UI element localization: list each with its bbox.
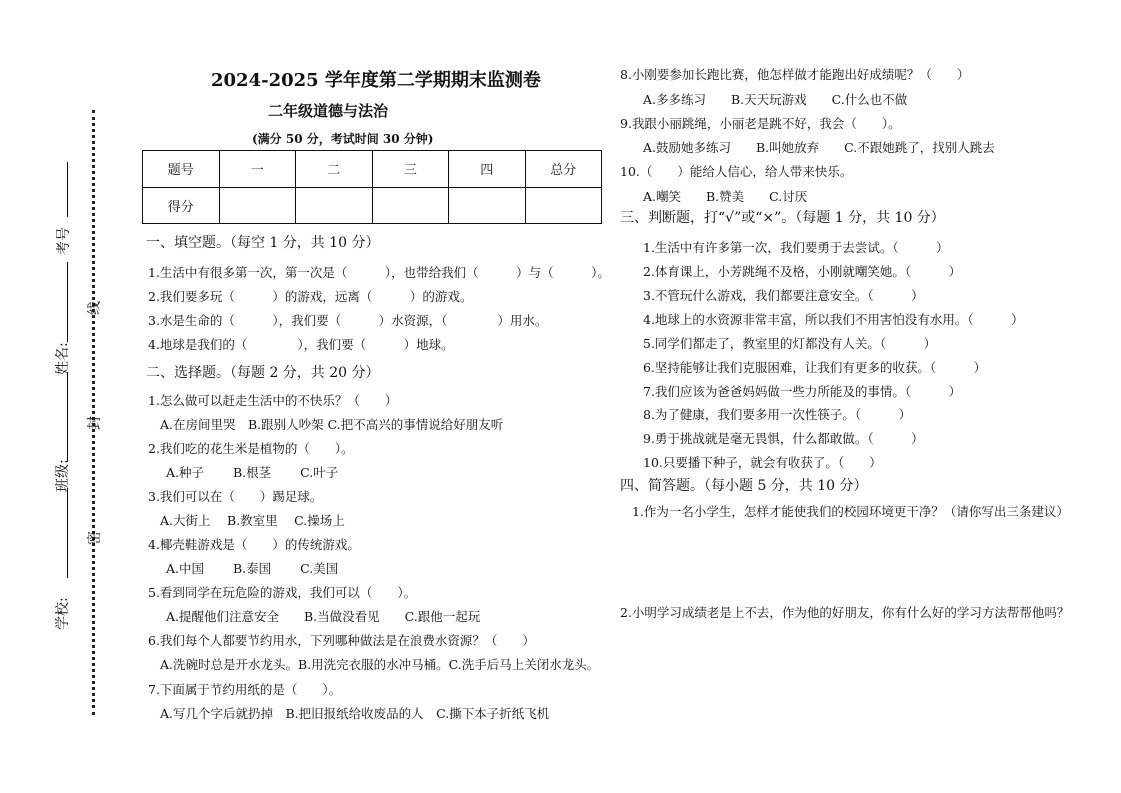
choice-options: A.大街上 B.教室里 C.操场上	[160, 513, 345, 528]
exam-no-fill-line	[67, 262, 68, 342]
section3-heading: 三、判断题，打“√”或“×”。（每题 1 分，共 10 分）	[620, 210, 945, 226]
choice-options: A.提醒他们注意安全 B.当做没看见 C.跟他一起玩	[166, 609, 481, 624]
judge-question: 2.体育课上，小芳跳绳不及格，小刚就嘲笑她。（ ）	[643, 264, 962, 279]
choice-question: 1.怎么做可以赶走生活中的不快乐？（ ）	[148, 393, 398, 408]
fill-question: 1.生活中有很多第一次，第一次是（ ），也带给我们（ ）与（ ）。	[148, 265, 610, 280]
score-header-cell: 总分	[525, 151, 602, 188]
score-header-cell: 题号	[143, 151, 220, 188]
class-label: 班级:	[55, 459, 71, 492]
score-table-row	[143, 187, 602, 224]
choice-options: A.嘲笑 B.赞美 C.讨厌	[643, 189, 808, 204]
choice-question: 4.椰壳鞋游戏是（ ）的传统游戏。	[148, 537, 360, 552]
judge-question: 4.地球上的水资源非常丰富，所以我们不用害怕没有水用。（ ）	[643, 312, 1024, 327]
judge-question: 3.不管玩什么游戏，我们都要注意安全。（ ）	[643, 288, 924, 303]
exam-title: 2024-2025 学年度第二学期期末监测卷	[211, 70, 541, 91]
choice-question: 7.下面属于节约用纸的是（ ）。	[148, 682, 342, 697]
exam-note: (满分 50 分，考试时间 30 分钟)	[252, 132, 434, 146]
name-fill-line	[67, 372, 68, 462]
choice-options: A.鼓励她多练习 B.叫她放弃 C.不跟她跳了，找别人跳去	[643, 140, 995, 155]
seal-mi: 密	[87, 531, 103, 545]
choice-options: A.在房间里哭 B.跟别人吵架 C.把不高兴的事情说给好朋友听	[160, 417, 504, 432]
choice-options: A.写几个字后就扔掉 B.把旧报纸给收废品的人 C.撕下本子折纸飞机	[160, 706, 550, 721]
score-table	[142, 150, 602, 224]
score-cell[interactable]	[525, 187, 602, 224]
choice-options: A.中国 B.泰国 C.美国	[166, 561, 339, 576]
judge-question: 10.只要播下种子，就会有收获了。（ ）	[643, 455, 882, 470]
judge-question: 6.坚持能够让我们克服困难，让我们有更多的收获。（ ）	[643, 360, 987, 375]
section4-heading: 四、简答题。（每小题 5 分，共 10 分）	[620, 478, 868, 494]
school-label: 学校:	[55, 597, 71, 630]
judge-question: 9.勇于挑战就是毫无畏惧，什么都敢做。（ ）	[643, 431, 924, 446]
choice-question: 5.看到同学在玩危险的游戏，我们可以（ ）。	[148, 585, 417, 600]
judge-question: 8.为了健康，我们要多用一次性筷子。（ ）	[643, 407, 912, 422]
judge-question: 1.生活中有许多第一次，我们要勇于去尝试。（ ）	[643, 240, 949, 255]
score-cell[interactable]	[449, 187, 526, 224]
exam-subject: 二年级道德与法治	[268, 102, 389, 120]
score-table-header-row	[143, 151, 602, 188]
score-header-cell: 三	[372, 151, 449, 188]
section1-heading: 一、填空题。（每空 1 分，共 10 分）	[146, 235, 380, 251]
choice-question: 8.小刚要参加长跑比赛，他怎样做才能跑出好成绩呢？（ ）	[620, 67, 970, 82]
score-header-cell: 四	[449, 151, 526, 188]
short-answer-question: 2.小明学习成绩老是上不去，作为他的好朋友，你有什么好的学习方法帮帮他吗？	[620, 605, 1070, 620]
seal-xian: 线	[87, 301, 103, 315]
exam-no-label: 考号	[56, 227, 72, 255]
score-cell[interactable]	[219, 187, 296, 224]
score-cell[interactable]	[372, 187, 449, 224]
score-row-label: 得分	[143, 187, 220, 224]
fill-question: 2.我们要多玩（ ）的游戏，远离（ ）的游戏。	[148, 289, 473, 304]
choice-question: 10.（ ）能给人信心，给人带来快乐。	[620, 164, 853, 179]
judge-question: 5.同学们都走了，教室里的灯都没有人关。（ ）	[643, 336, 937, 351]
choice-options: A.洗碗时总是开水龙头。B.用洗完衣服的水冲马桶。C.洗手后马上关闭水龙头。	[160, 657, 600, 672]
section2-heading: 二、选择题。（每题 2 分，共 20 分）	[146, 365, 380, 381]
choice-question: 6.我们每个人都要节约用水，下列哪种做法是在浪费水资源？（ ）	[148, 633, 535, 648]
choice-question: 3.我们可以在（ ）踢足球。	[148, 489, 323, 504]
name-label: 姓名:	[55, 342, 71, 375]
judge-question: 7.我们应该为爸爸妈妈做一些力所能及的事情。（ ）	[643, 384, 962, 399]
choice-question: 2.我们吃的花生米是植物的（ ）。	[148, 441, 354, 456]
choice-options: A.多多练习 B.天天玩游戏 C.什么也不做	[643, 92, 908, 107]
score-header-cell: 二	[296, 151, 373, 188]
choice-question: 9.我跟小丽跳绳，小丽老是跳不好，我会（ ）。	[620, 116, 901, 131]
class-fill-line	[67, 488, 68, 578]
fill-question: 3.水是生命的（ ），我们要（ ）水资源，（ ）用水。	[148, 313, 548, 328]
seal-dotted-line	[92, 110, 95, 715]
exam-no-line	[67, 162, 68, 217]
seal-feng: 封	[87, 416, 103, 430]
score-cell[interactable]	[296, 187, 373, 224]
fill-question: 4.地球是我们的（ ），我们要（ ）地球。	[148, 337, 454, 352]
choice-options: A.种子 B.根茎 C.叶子	[166, 465, 339, 480]
short-answer-question: 1.作为一名小学生，怎样才能使我们的校园环境更干净？（请你写出三条建议）	[632, 504, 1069, 519]
score-header-cell: 一	[219, 151, 296, 188]
